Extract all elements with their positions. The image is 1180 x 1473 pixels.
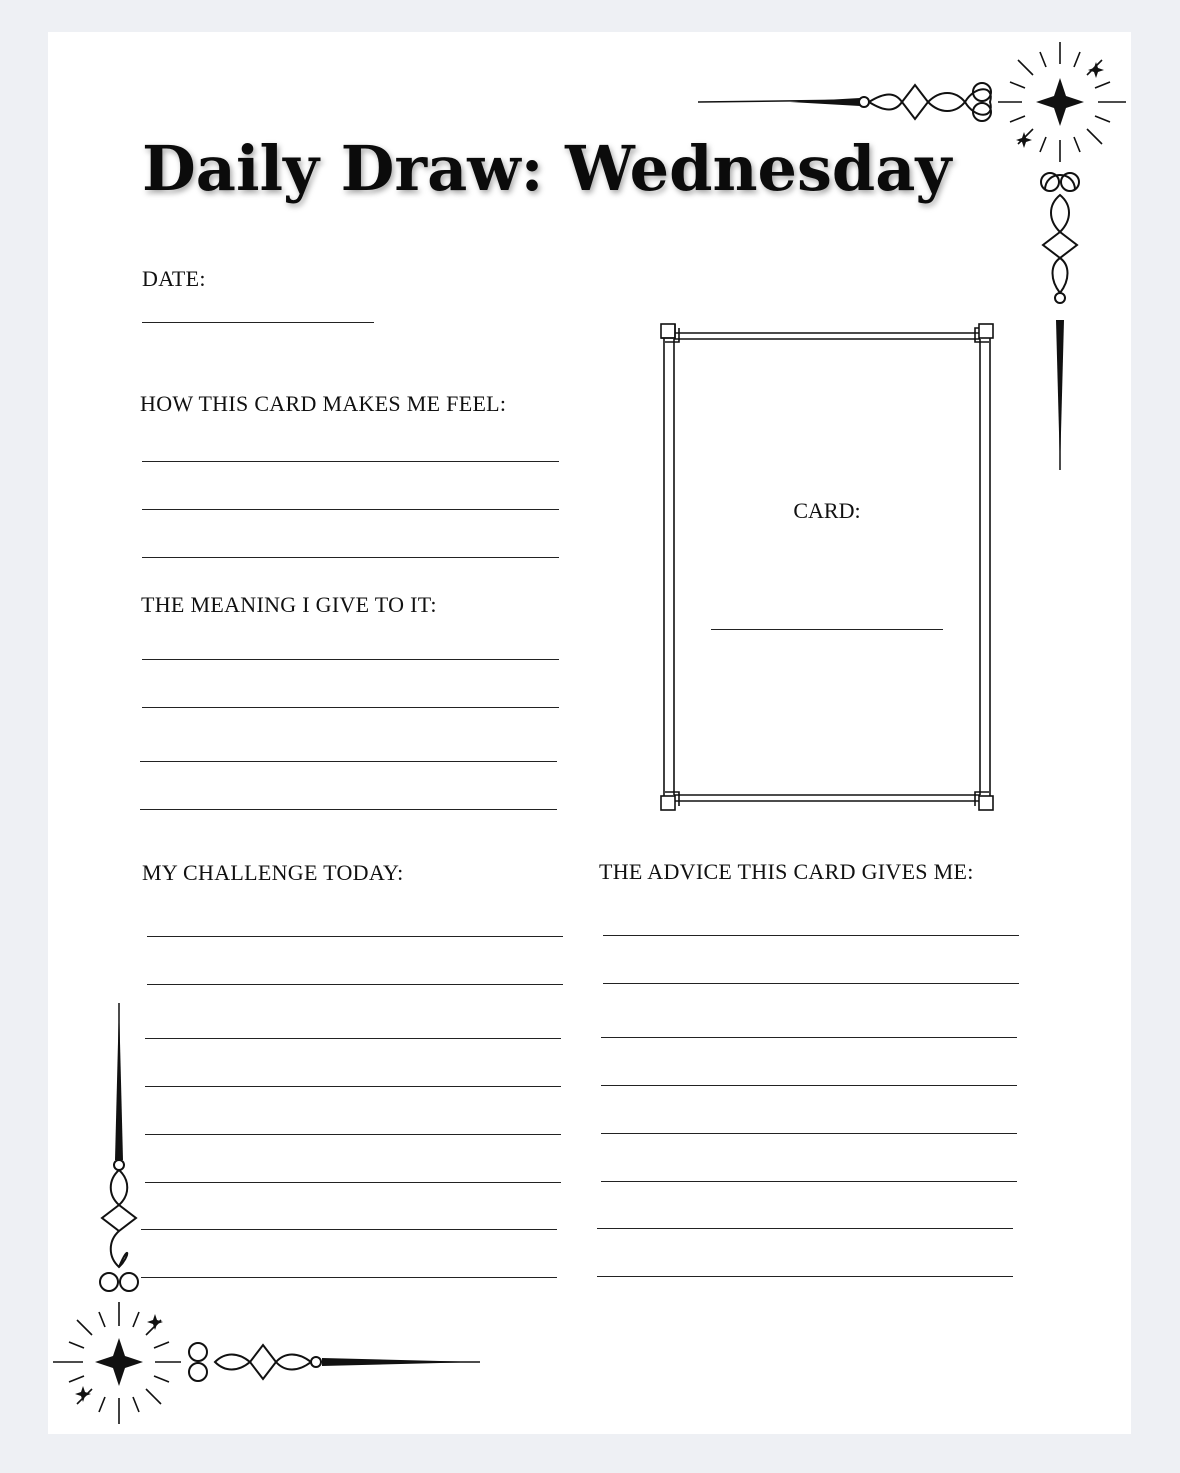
advice-line[interactable] (597, 1228, 1013, 1229)
advice-line[interactable] (597, 1276, 1013, 1277)
starburst-flourish-corner-icon (690, 30, 1140, 470)
challenge-line[interactable] (147, 936, 563, 937)
advice-label: THE ADVICE THIS CARD GIVES ME: (599, 859, 974, 884)
feel-line[interactable] (142, 509, 559, 510)
meaning-line[interactable] (140, 809, 557, 810)
card-name-line[interactable] (711, 629, 943, 630)
challenge-label: MY CHALLENGE TODAY: (142, 860, 404, 885)
meaning-line[interactable] (140, 761, 557, 762)
date-line[interactable] (142, 322, 374, 323)
date-label: DATE: (142, 266, 206, 291)
starburst-flourish-corner-icon (40, 995, 500, 1445)
advice-line[interactable] (601, 1037, 1017, 1038)
challenge-line[interactable] (147, 984, 563, 985)
meaning-line[interactable] (142, 707, 559, 708)
advice-line[interactable] (601, 1133, 1017, 1134)
feel-line[interactable] (142, 461, 559, 462)
advice-line[interactable] (601, 1181, 1017, 1182)
feel-line[interactable] (142, 557, 559, 558)
page-title: Daily Draw: Wednesday (142, 132, 952, 205)
advice-line[interactable] (601, 1085, 1017, 1086)
meaning-label: THE MEANING I GIVE TO IT: (141, 592, 437, 617)
advice-line[interactable] (603, 983, 1019, 984)
card-label: CARD: (793, 498, 861, 523)
feel-label: HOW THIS CARD MAKES ME FEEL: (140, 391, 507, 416)
meaning-line[interactable] (142, 659, 559, 660)
advice-line[interactable] (603, 935, 1019, 936)
